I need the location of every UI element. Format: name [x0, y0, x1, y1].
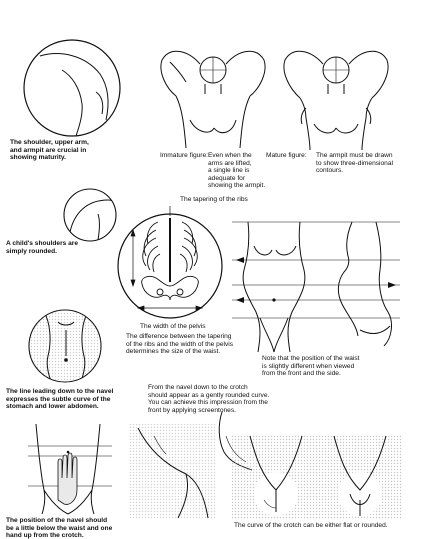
caption-shoulder-maturity: The shoulder, upper arm, and armpit are crucial in showing maturity.: [10, 139, 89, 162]
caption-mature-text: The armpit must be drawn to show three-dimensional contours.: [316, 152, 393, 175]
navel-hand-measurement: [28, 424, 112, 514]
caption-ribs-tapering: The tapering of the ribs: [180, 196, 248, 203]
caption-waist-difference: The difference between the tapering of the ribs and the width of the pelvis determines the size of the waist.: [126, 333, 234, 356]
ribcage-pelvis-skeleton: [118, 206, 222, 318]
immature-figure: [161, 51, 265, 148]
caption-navel-crotch: From the navel down to the crotch should appear as a gently rounded curve. You can achieve this impression from the front by applying screentones.: [148, 384, 270, 414]
child-shoulder-circle: [64, 189, 118, 241]
caption-mature-label: Mature figure:: [266, 152, 307, 159]
shoulder-closeup-circle: [24, 40, 120, 136]
caption-immature-text: Even when the arms are lifted, a single line is adequate for showing the armpit.: [208, 152, 266, 190]
caption-child-shoulders: A child's shoulders are simply rounded.: [6, 240, 79, 255]
crotch-closeup-screentone: [128, 424, 216, 518]
mature-figure: [284, 51, 388, 150]
caption-waist-position: Note that the position of the waist is slightly different when viewed from the front and the side.: [262, 355, 360, 378]
caption-navel-line: The line leading down to the navel expresses the subtle curve of the stomach and lower abdomen.: [6, 388, 114, 411]
crotch-flat-rounded-comparison: [232, 434, 402, 520]
caption-pelvis-width: The width of the pelvis: [140, 323, 206, 330]
abdomen-navel-circle: [29, 310, 101, 384]
caption-crotch-curve: The curve of the crotch can be either flat or rounded.: [234, 522, 388, 529]
caption-immature-label: Immature figure:: [159, 152, 208, 159]
caption-navel-position: The position of the navel should be a little below the waist and one hand up from the crotch.: [6, 517, 113, 539]
